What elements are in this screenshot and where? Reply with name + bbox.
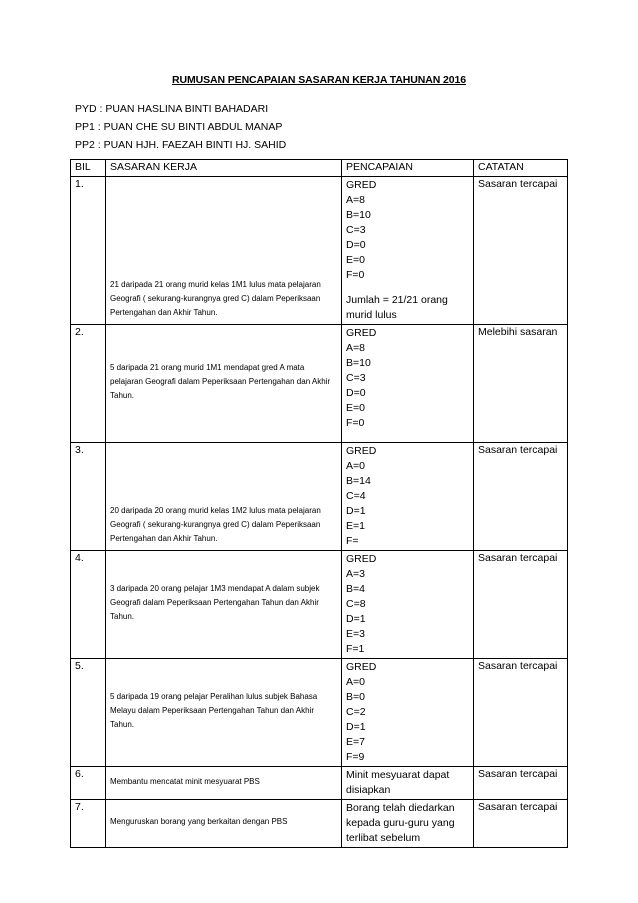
row-note: Sasaran tercapai <box>474 659 568 767</box>
row-target: 21 daripada 21 orang murid kelas 1M1 lulus mata pelajaran Geografi ( sekurang-kurangnya gred C) dalam Peperiksaan Pertengahan dan Akhir Tahun. <box>106 177 342 325</box>
row-note: Sasaran tercapai <box>474 551 568 659</box>
row-achievement <box>342 551 474 659</box>
row-target: Membantu mencatat minit mesyuarat PBS <box>106 767 342 800</box>
grade-line: A=8 <box>346 194 365 206</box>
row-achievement <box>342 177 474 325</box>
row-achievement <box>342 443 474 551</box>
table-header-row <box>71 160 568 177</box>
row-bil: 5. <box>71 659 106 767</box>
grade-line: D=0 <box>346 387 366 399</box>
row-achievement <box>342 659 474 767</box>
row-target: Menguruskan borang yang berkaitan dengan PBS <box>106 800 342 848</box>
grade-line: F=1 <box>346 643 365 655</box>
row-bil: 1. <box>71 177 106 325</box>
staff-pp1: PP1 : PUAN CHE SU BINTI ABDUL MANAP <box>75 121 283 133</box>
table-row <box>71 551 568 659</box>
row-bil: 7. <box>71 800 106 848</box>
staff-list <box>75 100 286 154</box>
grade-line: GRED <box>346 327 377 339</box>
grade-line: A=0 <box>346 676 365 688</box>
grade-line: GRED <box>346 445 377 457</box>
grade-line: A=8 <box>346 342 365 354</box>
grade-line: D=1 <box>346 613 366 625</box>
grade-line: D=1 <box>346 505 366 517</box>
grade-line: E=1 <box>346 520 365 532</box>
grade-line: C=4 <box>346 490 366 502</box>
grade-line: E=7 <box>346 736 365 748</box>
row-bil: 3. <box>71 443 106 551</box>
row-target: 5 daripada 21 orang murid 1M1 mendapat gred A mata pelajaran Geografi dalam Peperiksaan Pertengahan dan Akhir Tahun. <box>106 325 342 443</box>
row-note: Sasaran tercapai <box>474 800 568 848</box>
row-target: 3 daripada 20 orang pelajar 1M3 mendapat A dalam subjek Geografi dalam Peperiksaan Pertengahan Tahun dan Akhir Tahun. <box>106 551 342 659</box>
grade-line: E=0 <box>346 402 365 414</box>
row-bil: 6. <box>71 767 106 800</box>
grade-line: B=14 <box>346 475 371 487</box>
achievement-total: Jumlah = 21/21 orang murid lulus <box>346 294 448 321</box>
row-note: Sasaran tercapai <box>474 443 568 551</box>
grade-line: A=3 <box>346 568 365 580</box>
grade-line: B=0 <box>346 691 365 703</box>
table-row <box>71 800 568 848</box>
grade-line: D=0 <box>346 239 366 251</box>
row-note: Sasaran tercapai <box>474 177 568 325</box>
grade-line: D=1 <box>346 721 366 733</box>
grade-line: GRED <box>346 661 377 673</box>
row-achievement: Minit mesyuarat dapat disiapkan <box>342 767 474 800</box>
grade-line: C=3 <box>346 224 366 236</box>
grade-line: F=9 <box>346 751 365 763</box>
table-row <box>71 325 568 443</box>
table-row <box>71 767 568 800</box>
header-target: SASARAN KERJA <box>106 160 342 177</box>
row-target: 5 daripada 19 orang pelajar Peralihan lulus subjek Bahasa Melayu dalam Peperiksaan Pertengahan Tahun dan Akhir Tahun. <box>106 659 342 767</box>
table-row <box>71 177 568 325</box>
grade-line: A=0 <box>346 460 365 472</box>
row-bil: 4. <box>71 551 106 659</box>
row-bil: 2. <box>71 325 106 443</box>
grade-line: E=0 <box>346 254 365 266</box>
table-row <box>71 659 568 767</box>
grade-line: F=0 <box>346 417 365 429</box>
document-title: RUMUSAN PENCAPAIAN SASARAN KERJA TAHUNAN 2016 <box>171 74 466 86</box>
grade-line: B=10 <box>346 357 371 369</box>
grade-line: E=3 <box>346 628 365 640</box>
staff-pyd: PYD : PUAN HASLINA BINTI BAHADARI <box>75 103 269 115</box>
row-note: Sasaran tercapai <box>474 767 568 800</box>
header-bil: BIL <box>71 160 106 177</box>
grade-line: B=10 <box>346 209 371 221</box>
grade-line: F= <box>346 535 359 547</box>
grade-line: C=8 <box>346 598 366 610</box>
row-note: Melebihi sasaran <box>474 325 568 443</box>
achievement-table <box>70 159 568 848</box>
grade-line: B=4 <box>346 583 365 595</box>
row-achievement <box>342 325 474 443</box>
row-achievement: Borang telah diedarkan kepada guru-guru yang terlibat sebelum <box>342 800 474 848</box>
header-achievement: PENCAPAIAN <box>342 160 474 177</box>
header-note: CATATAN <box>474 160 568 177</box>
grade-line: GRED <box>346 553 377 565</box>
grade-line: GRED <box>346 179 377 191</box>
grade-line: C=2 <box>346 706 366 718</box>
table-row <box>71 443 568 551</box>
staff-pp2: PP2 : PUAN HJH. FAEZAH BINTI HJ. SAHID <box>75 139 287 151</box>
grade-line: F=0 <box>346 269 365 281</box>
grade-line: C=3 <box>346 372 366 384</box>
row-target: 20 daripada 20 orang murid kelas 1M2 lulus mata pelajaran Geografi ( sekurang-kurangnya gred C) dalam Peperiksaan Pertengahan dan Akhir Tahun. <box>106 443 342 551</box>
